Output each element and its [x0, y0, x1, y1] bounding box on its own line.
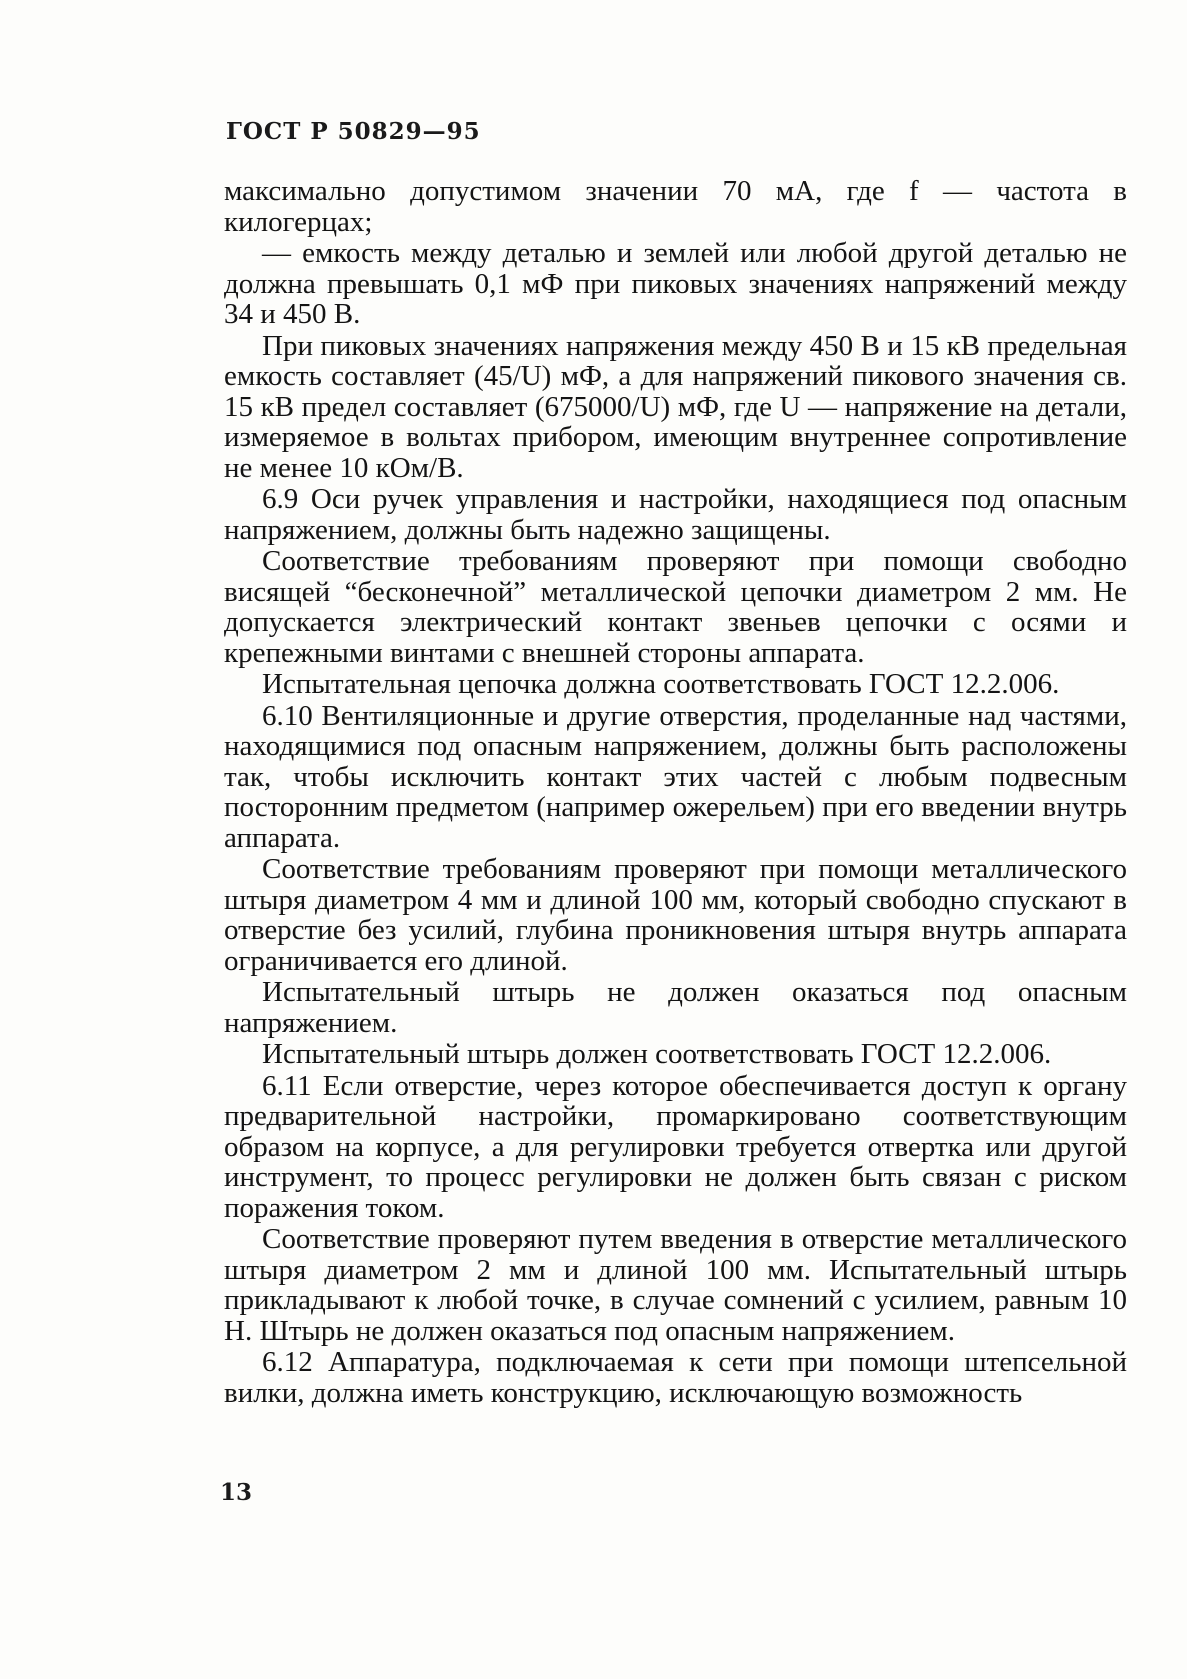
paragraph-chain-test: Соответствие требованиям проверяют при помощи свободно висящей “бесконечной” металлической цепочки диаметром 2 мм. Не допускается электрический контакт звеньев цепочки с осями и крепежными винтами с внешней стороны аппарата. [224, 545, 1127, 669]
paragraph-peak-voltage: При пиковых значениях напряжения между 450 В и 15 кВ предельная емкость составляет (45/U) мФ, а для напряжений пикового значения св. 15 кВ предел составляет (675000/U) мФ, где U — напряжение на детали, измеряемое в вольтах прибором, имеющим внутреннее сопротивление не менее 10 кОм/В. [224, 329, 1127, 484]
paragraph-pin-standard: Испытательный штырь должен соответствовать ГОСТ 12.2.006. [262, 1038, 1052, 1070]
paragraph-capacitance-limit: — емкость между деталью и землей или любой другой деталью не должна превышать 0,1 мФ при пиковых значениях напряжений между 34 и 450 В. [224, 237, 1127, 330]
paragraph-6-9: 6.9 Оси ручек управления и настройки, находящиеся под опасным напряжением, должны быть надежно защищены. [224, 483, 1127, 546]
paragraph-pin-test-4mm: Соответствие требованиям проверяют при помощи металлического штыря диаметром 4 мм и длиной 100 мм, который свободно спускают в отверстие без усилий, глубина проникновения штыря внутрь аппарата ограничивается его длиной. [224, 853, 1127, 977]
document-header: ГОСТ Р 50829—95 [226, 118, 481, 145]
paragraph-pin-test-2mm: Соответствие проверяют путем введения в отверстие металлического штыря диаметром 2 мм и длиной 100 мм. Испытательный штырь прикладывают к любой точке, в случае сомнений с усилием, равным 10 Н. Штырь не должен оказаться под опасным напряжением. [224, 1223, 1127, 1347]
document-body [224, 176, 1127, 1409]
paragraph-6-11: 6.11 Если отверстие, через которое обеспечивается доступ к органу предварительной настройки, промаркировано соответствующим образом на корпусе, а для регулировки требуется отвертка или другой инструмент, то процесс регулировки не должен быть связан с риском поражения током. [224, 1069, 1127, 1224]
paragraph-continuation: максимально допустимом значении 70 мА, где f — частота в килогерцах; [224, 175, 1127, 238]
paragraph-6-10: 6.10 Вентиляционные и другие отверстия, проделанные над частями, находящимися под опасным напряжением, должны быть расположены так, чтобы исключить контакт этих частей с любым подвесным посторонним предметом (например ожерельем) при его введении внутрь аппарата. [224, 699, 1127, 854]
paragraph-6-12: 6.12 Аппаратура, подключаемая к сети при помощи штепсельной вилки, должна иметь конструкцию, исключающую возможность [224, 1346, 1127, 1409]
page-number: 13 [220, 1479, 253, 1506]
paragraph-chain-standard: Испытательная цепочка должна соответствовать ГОСТ 12.2.006. [262, 668, 1060, 700]
paragraph-pin-not-live: Испытательный штырь не должен оказаться под опасным напряжением. [224, 976, 1127, 1039]
